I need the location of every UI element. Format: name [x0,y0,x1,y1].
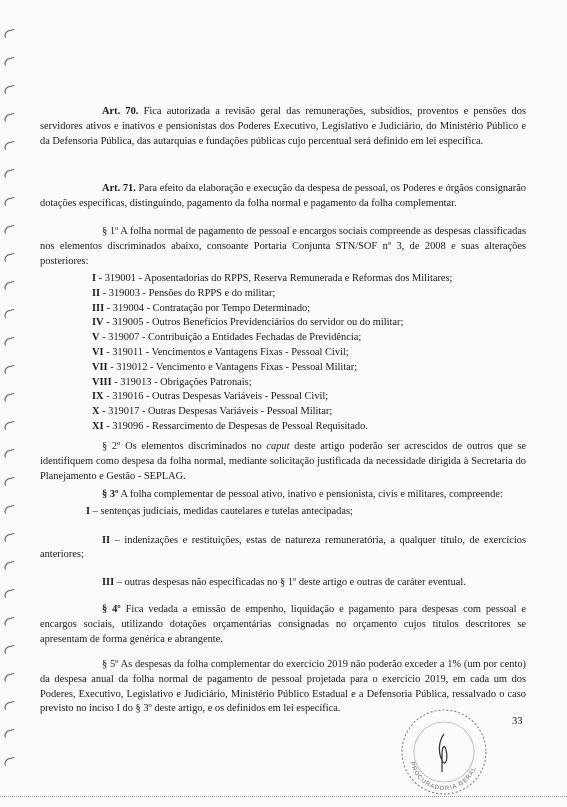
article-70 [40,105,526,149]
svg-text:PROCURADORIA GERAL: PROCURADORIA GERAL [408,761,479,793]
article-text: Para efeito da elaboração e execução da despesa de pessoal, os Poderes e órgãos consignarão dotações específicas, distinguindo, pagamento da folha normal e pagamento da folha complementar. [40,183,526,209]
list-item: XI - 319096 - Ressarcimento de Despesas de Pessoal Requisitado. [92,420,368,432]
list-item: V - 319007 - Contribuição a Entidades Fechadas de Previdência; [92,332,362,344]
paragraph-label: § 3º [102,489,119,500]
article-71 [40,182,526,212]
page-border [0,796,567,797]
paragraph-text: § 5º As despesas da folha complementar do exercício 2019 não poderão exceder a 1% (um por cento) da despesa anual da folha normal de pagamento de pessoal projetada para o exercício 2019, em cada um dos Poderes, Executivo, Legislativo e Judiciário, Ministério Público Estadual e a Defensoria Pública, ressalvado o caso previsto no inciso I do § 3º deste artigo, e os definidos em lei específica. [40,659,526,715]
subitem-iii: III – outras despesas não especificadas no § 1º deste artigo e outras de caráter eventual. [102,577,466,589]
article-label: Art. 71. [102,183,136,194]
article-label: Art. 70. [102,106,139,117]
list-item: VIII - 319013 - Obrigações Patronais; [92,376,252,388]
paragraph-4: § 4º Fica vedada a emissão de empenho, liquidação e pagamento para despesas com pessoal e encargos sociais, utilizando dotações orçamentárias consignadas no orçamento cujos títulos descritores se apresentam de forma genérica e abrangente. [40,604,527,645]
list-item: IX - 319016 - Outras Despesas Variáveis - Pessoal Civil; [92,391,329,403]
binder-holes [4,0,18,807]
paragraph-2: § 2º Os elementos discriminados no caput deste artigo poderão ser acrescidos de outros que se identifiquem como despesa da folha normal, mediante solicitação justificada da necessidade dirigida à Secretaria do Planejamento e Gestão - SEPLAG. [40,441,526,482]
paragraph-label: § 4º [102,604,121,615]
caput-term: caput [266,441,290,452]
paragraph-1 [40,225,526,269]
list-item: X - 319017 - Outras Despesas Variáveis - Pessoal Militar; [92,406,333,418]
seal-stamp [398,706,490,798]
subitem-ii: II – indenizações e restituições, estas de natureza remuneratória, a qualquer título, de exercícios anteriores; [40,534,526,561]
paragraph-text: § 1º A folha normal de pagamento de pessoal e encargos sociais compreende as despesas classificadas nos elementos discriminados abaixo, consoante Portaria Conjunta STN/SOF nº 3, de 2008 e suas alterações posteriores: [40,226,526,267]
list-item: I - 319001 - Aposentadorias do RPPS, Reserva Remunerada e Reformas dos Militares; [92,273,453,284]
list-item: IV - 319005 - Outros Benefícios Previdenciários do servidor ou do militar; [92,317,404,329]
list-item: III - 319004 - Contratação por Tempo Determinado; [92,302,311,314]
page-number: 33 [512,716,523,727]
list-item: VI - 319011 - Vencimentos e Vantagens Fixas - Pessoal Civil; [92,346,349,358]
article-text: Fica autorizada a revisão geral das remunerações, subsídios, proventos e pensões dos servidores ativos e inativos e pensionistas dos Poderes Executivo, Legislativo e Judiciário, do Ministério Público e da Defensoria Pública, das autarquias e fundações públicas cujo percentual será definido em lei específica. [40,106,526,147]
subitem-i: I – sentenças judiciais, medidas cautelares e tutelas antecipadas; [86,505,353,517]
expense-elements-list [92,272,532,435]
paragraph-3: § 3º A folha complementar de pessoal ativo, inativo e pensionista, civis e militares, compreende: I – sentenças judiciais, medidas cautelares e tutelas antecipadas; II – indenizações e restituições, estas de natureza remuneratória, a qualquer título, de exercícios anteriores; III – outras despesas não especificadas no § 1º deste artigo e outras de caráter eventual. [40,488,526,591]
list-item: II - 319003 - Pensões do RPPS e do militar; [92,287,276,299]
list-item: VII - 319012 - Vencimento e Vantagens Fixas - Pessoal Militar; [92,361,358,373]
